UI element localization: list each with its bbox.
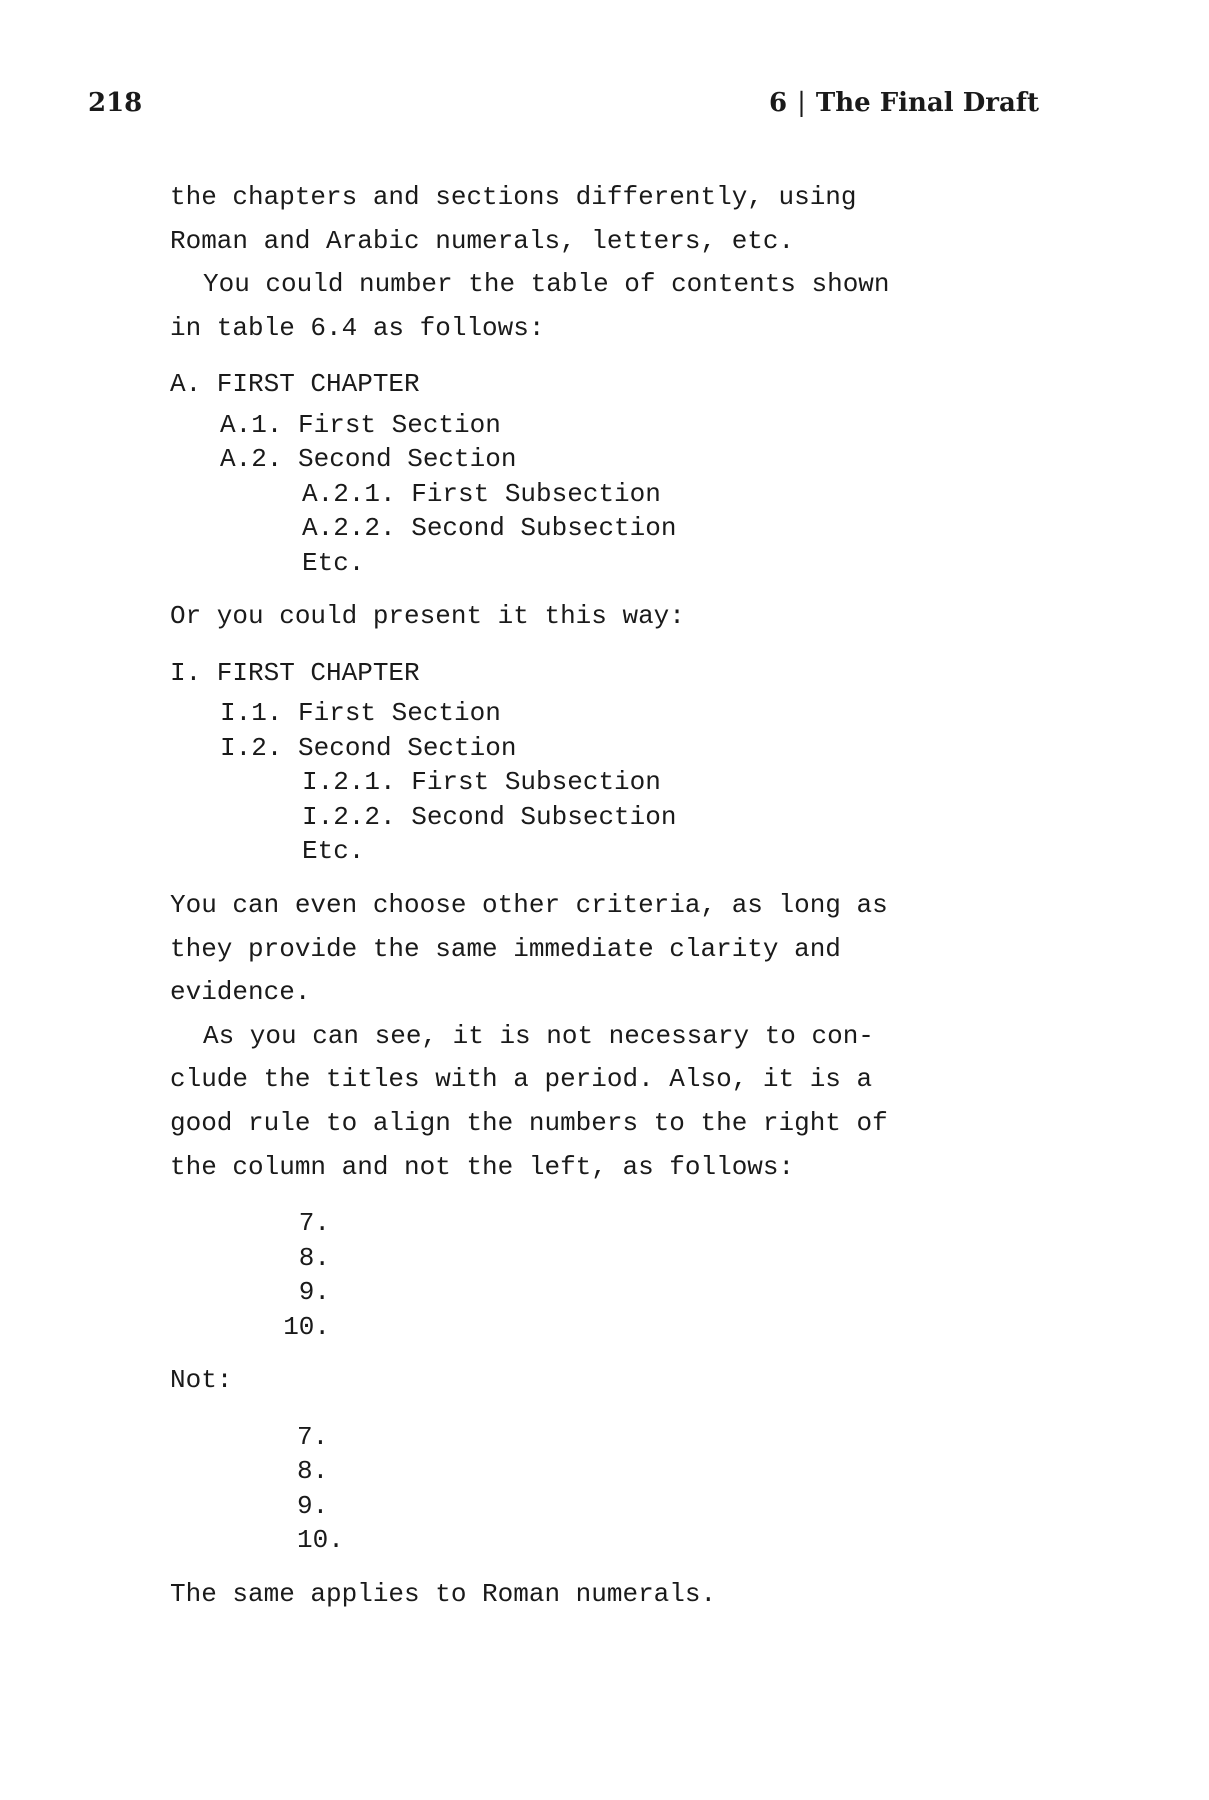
page-number: 218 <box>88 88 143 118</box>
number-item: 10. <box>283 1311 330 1342</box>
outline-roman <box>170 656 990 869</box>
outline-item: A.2.1. First Subsection <box>302 478 661 509</box>
page-header <box>88 88 1039 128</box>
number-item: 8. <box>298 1242 330 1273</box>
outline-item: A.2.2. Second Subsection <box>302 513 677 544</box>
text-line: You could number the table of contents shown <box>203 269 890 300</box>
outline-item: I.2. Second Section <box>220 732 517 763</box>
running-head <box>769 88 1039 118</box>
outline-item: I.2.2. Second Subsection <box>302 801 677 832</box>
text-line: in table 6.4 as follows: <box>170 312 545 343</box>
text-line: Roman and Arabic numerals, letters, etc. <box>170 225 795 256</box>
number-item: 9. <box>298 1277 330 1308</box>
paragraph <box>170 595 990 639</box>
number-item: 8. <box>297 1456 329 1487</box>
number-item: 7. <box>298 1208 330 1239</box>
outline-item: I.2.1. First Subsection <box>302 767 661 798</box>
outline-item: A.2. Second Section <box>220 444 517 475</box>
page-body <box>170 176 990 1616</box>
number-item: 10. <box>297 1525 344 1556</box>
text-line: You can even choose other criteria, as long as <box>170 889 888 920</box>
outline-item: A.1. First Section <box>220 409 501 440</box>
paragraph <box>170 263 990 350</box>
number-item: 9. <box>297 1490 329 1521</box>
text-line: they provide the same immediate clarity and <box>170 933 841 964</box>
paragraph <box>170 1359 990 1403</box>
text-line: As you can see, it is not necessary to con- <box>203 1020 874 1051</box>
text-line: The same applies to Roman numerals. <box>170 1578 717 1609</box>
paragraph <box>170 1015 990 1189</box>
chapter-number: 6 <box>768 88 788 118</box>
outline-letters <box>170 367 990 580</box>
outline-item: Etc. <box>302 836 365 867</box>
text-line: Or you could present it this way: <box>170 601 685 632</box>
text-line: the column and not the left, as follows: <box>170 1151 795 1182</box>
outline-item: A. FIRST CHAPTER <box>170 369 420 400</box>
outline-item: I. FIRST CHAPTER <box>170 657 420 688</box>
chapter-title: The Final Draft <box>815 88 1039 118</box>
paragraph <box>170 1573 990 1617</box>
number-item: 7. <box>297 1421 329 1452</box>
numbers-right-aligned <box>170 1206 990 1344</box>
outline-item: Etc. <box>302 547 365 578</box>
outline-item: I.1. First Section <box>220 698 501 729</box>
text-line: good rule to align the numbers to the right of <box>170 1107 888 1138</box>
paragraph <box>170 176 990 263</box>
text-line: evidence. <box>170 977 311 1008</box>
text-line: Not: <box>170 1365 233 1396</box>
text-line: the chapters and sections differently, using <box>170 182 857 212</box>
paragraph <box>170 884 990 1015</box>
numbers-left-aligned <box>170 1420 990 1558</box>
text-line: clude the titles with a period. Also, it is a <box>170 1064 873 1095</box>
header-separator: | <box>797 88 806 118</box>
